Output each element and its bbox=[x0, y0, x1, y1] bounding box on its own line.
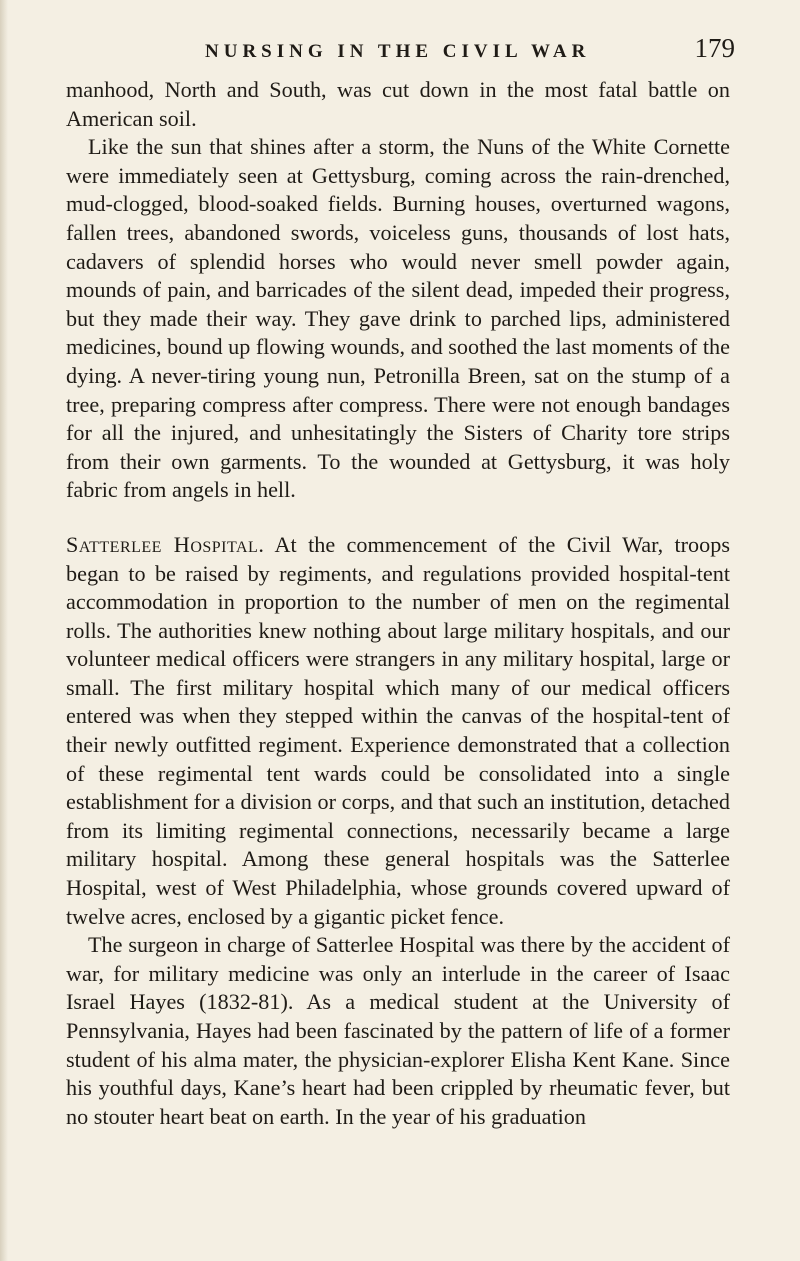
paragraph-gettysburg-nuns: Like the sun that shines after a storm, the Nuns of the White Cornette were immediately seen at Gettysburg, coming across the rain-drenched, mud-clogged, blood-soaked fields. Burning houses, overturned wagons, fallen trees, abandoned swords, voiceless guns, thousands of lost hats, cadavers of splendid horses who would never smell powder again, mounds of pain, and barricades of the silent dead, impeded their progress, but they made their way. They gave drink to parched lips, administered medicines, bound up flowing wounds, and soothed the last moments of the dying. A never-tiring young nun, Petronilla Breen, sat on the stump of a tree, preparing compress after compress. There were not enough bandages for all the injured, and unhesitatingly the Sisters of Charity tore strips from their own garments. To the wounded at Gettysburg, it was holy fabric from angels in hell. bbox=[66, 134, 730, 503]
body-text bbox=[66, 76, 730, 1131]
page-number: 179 bbox=[694, 33, 735, 63]
paragraph-continuation: manhood, North and South, was cut down in the most fatal battle on American soil. bbox=[66, 77, 730, 131]
page-binding-shadow bbox=[0, 0, 8, 1261]
paragraph-satterlee-text: At the commencement of the Civil War, troops began to be raised by regiments, and regulations provided hospital-tent accommodation in proportion to the number of men on the regimental rolls. The authorities knew nothing about large military hospitals, and our volunteer medical officers were strangers in any military hospital, large or small. The first military hospital which many of our medical officers entered was when they stepped within the canvas of the hospital-tent of their newly outfitted regiment. Experience demonstrated that a collection of these regimental tent wards could be consolidated into a single establishment for a division or corps, and that such an institution, detached from its limiting regimental connections, necessarily became a large military hospital. Among these general hospitals was the Satterlee Hospital, west of West Philadelphia, whose grounds covered upward of twelve acres, enclosed by a gigantic picket fence. bbox=[66, 531, 730, 929]
running-head bbox=[205, 33, 735, 67]
running-title: NURSING IN THE CIVIL WAR bbox=[205, 41, 591, 62]
paragraph-isaac-hayes: The surgeon in charge of Satterlee Hospital was there by the accident of war, for military medicine was only an interlude in the career of Isaac Israel Hayes (1832-81). As a medical student at the University of Pennsylvania, Hayes had been fascinated by the pattern of life of a former student of his alma mater, the physician-explorer Elisha Kent Kane. Since his youthful days, Kane’s heart had been crippled by rheumatic fever, but no stouter heart beat on earth. In the year of his graduation bbox=[66, 932, 730, 1129]
section-heading-satterlee: Satterlee Hospital. bbox=[66, 531, 265, 557]
paragraph-satterlee-hospital bbox=[66, 531, 730, 931]
